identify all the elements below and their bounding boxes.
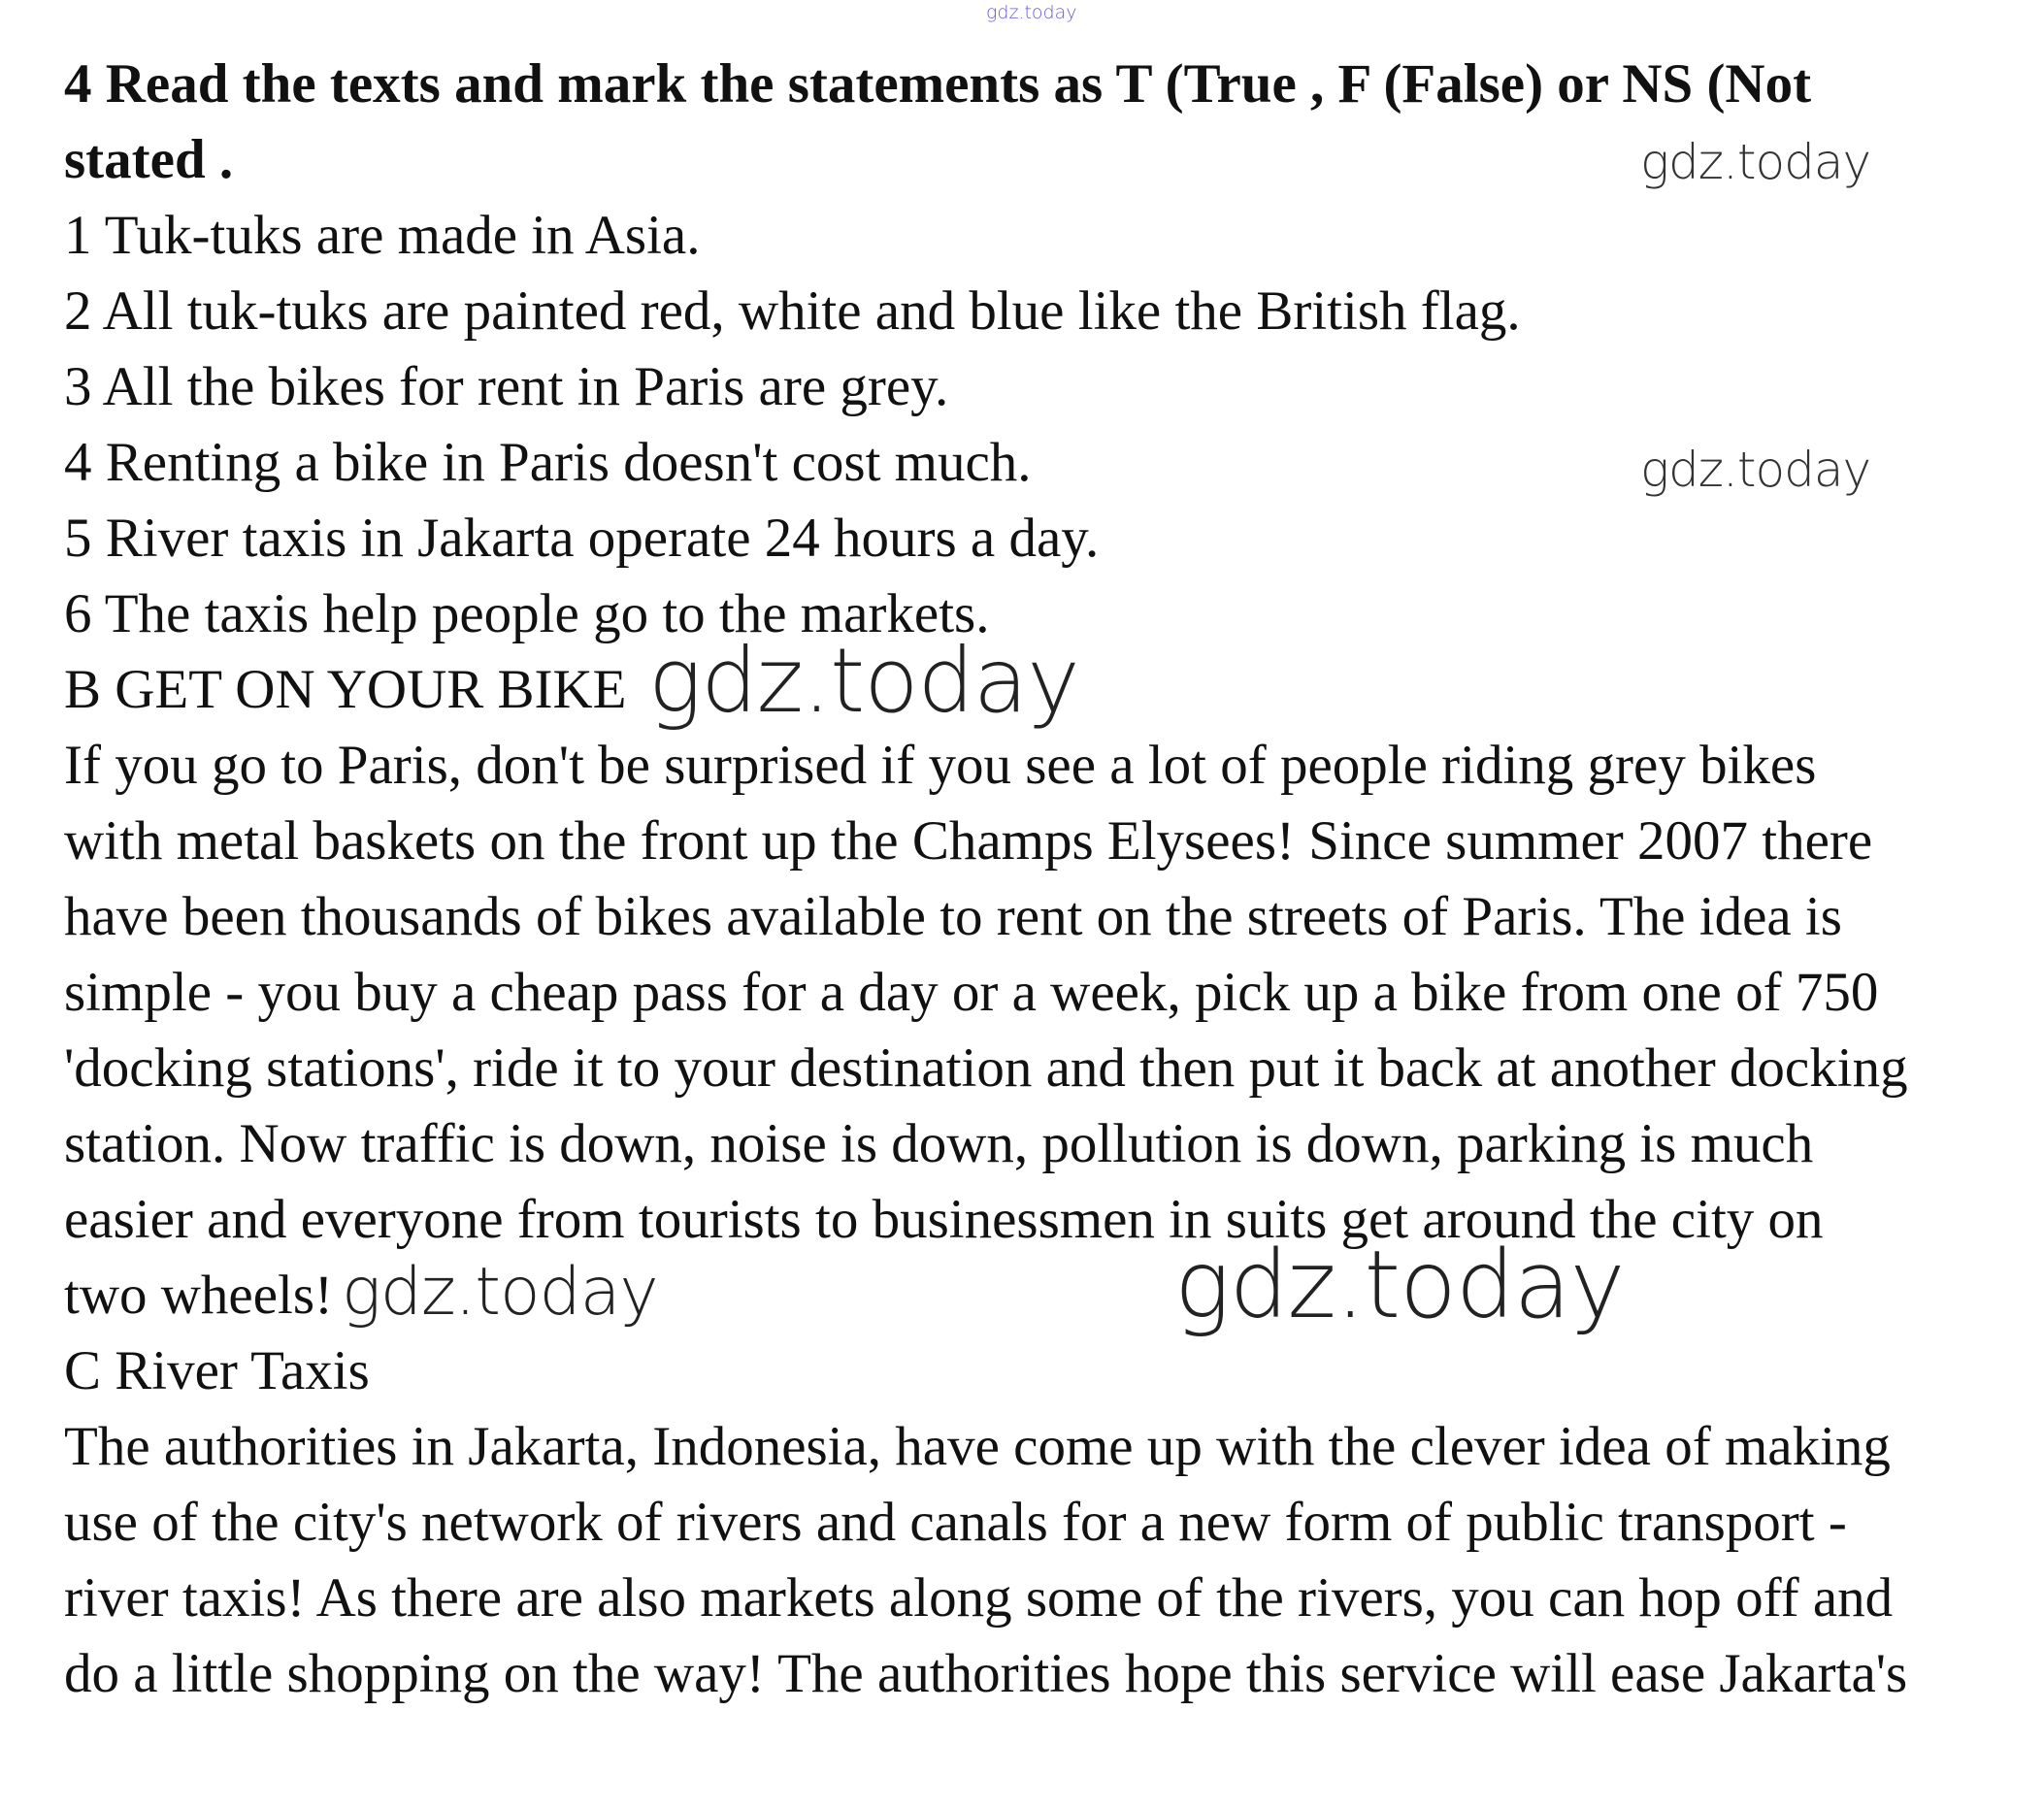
text-line: If you go to Paris, don't be surprised if you see a lot of people riding grey bikes [64,735,1817,796]
section-c-text [64,1409,1986,1712]
statement-item: 1 Tuk-tuks are made in Asia. [64,205,701,266]
section-c-title: C River Taxis [64,1340,370,1401]
section-b-title: B GET ON YOUR BIKE [64,659,627,720]
task-heading: 4 Read the texts and mark the statements as T (True , F (False) or NS (Not stated . [64,53,1812,190]
text-line: with metal baskets on the front up the Champs Elysees! Since summer 2007 there [64,810,1873,872]
text-line: two wheels! [64,1265,334,1326]
watermark-mid-large: gdz.today [648,629,1079,733]
text-line: simple - you buy a cheap pass for a day or a week, pick up a bike from one of 750 [64,962,1879,1023]
section-b-text [64,728,1986,1333]
watermark-right-2: gdz.today [1640,442,1871,498]
statement-item: 5 River taxis in Jakarta operate 24 hours a day. [64,508,1100,569]
statement-item: 4 Renting a bike in Paris doesn't cost much. [64,432,1032,493]
statement-item: 3 All the bikes for rent in Paris are grey. [64,356,949,417]
text-line: use of the city's network of rivers and canals for a new form of public transport - [64,1492,1847,1553]
statement-item: 2 All tuk-tuks are painted red, white and blue like the British flag. [64,280,1521,342]
watermark-right-1: gdz.today [1640,134,1871,190]
statement-item: 6 The taxis help people go to the markets. [64,583,990,644]
text-line: river taxis! As there are also markets along some of the rivers, you can hop off and [64,1567,1894,1629]
watermark-bottom-left: gdz.today [342,1254,658,1331]
statements-list [64,198,1986,652]
watermark-top: gdz.today [986,2,1077,23]
text-line: station. Now traffic is down, noise is down, pollution is down, parking is much [64,1113,1814,1174]
text-line: do a little shopping on the way! The authorities hope this service will ease Jakarta's [64,1643,1908,1704]
watermark-bottom-right: gdz.today [1174,1231,1625,1339]
page-content [64,47,1986,1712]
text-line: have been thousands of bikes available to rent on the streets of Paris. The idea is [64,886,1842,947]
text-line: 'docking stations', ride it to your destination and then put it back at another docking [64,1037,1908,1099]
text-line: easier and everyone from tourists to businessmen in suits get around the city on [64,1189,1824,1250]
text-line: The authorities in Jakarta, Indonesia, have come up with the clever idea of making [64,1416,1891,1477]
